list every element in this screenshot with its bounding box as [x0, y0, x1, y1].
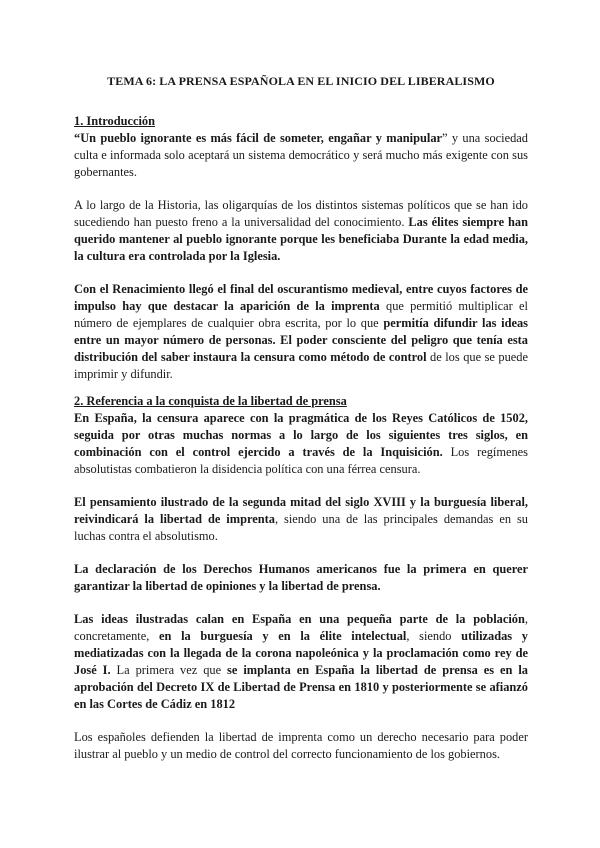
text-run: , concretamente, [74, 612, 528, 643]
paragraph [74, 729, 528, 763]
text-run: Las élites siempre han querido mantener al pueblo ignorante porque les beneficiaba Durante la edad media, la cultura era controlada por la Iglesia. [74, 215, 528, 263]
text-run: que permitió multiplicar el número de ejemplares de cualquier obra escrita, por lo que [74, 299, 528, 330]
paragraph [74, 197, 528, 265]
text-run: “Un pueblo ignorante es más fácil de someter, engañar y manipular [74, 131, 443, 145]
text-run: , siendo [406, 629, 462, 643]
paragraph [74, 281, 528, 383]
text-run: utilizadas y mediatizadas con la llegada de la corona napoleónica y la proclamación como rey de José I. [74, 629, 528, 677]
text-run: A lo largo de la Historia, las oligarquías de los distintos sistemas políticos que se han ido sucediendo han puesto freno a la universalidad del conocimiento. [74, 198, 528, 229]
text-run: Las ideas ilustradas calan en España en una pequeña parte de la población [74, 612, 525, 626]
page-title: TEMA 6: LA PRENSA ESPAÑOLA EN EL INICIO DEL LIBERALISMO [107, 74, 495, 88]
text-run: , siendo una de las principales demandas en su luchas contra el absolutismo. [74, 512, 528, 543]
text-run: ” y una sociedad culta e informada solo aceptará un sistema democrático y será mucho más exigente con sus gobernantes. [74, 131, 529, 179]
text-run: de los que se puede imprimir y difundir. [74, 350, 528, 381]
text-run: La primera vez que [110, 663, 228, 677]
paragraph [74, 611, 528, 713]
section-heading-introduccion: 1. Introducción [74, 114, 156, 128]
paragraph [74, 130, 528, 181]
text-run: En España, la censura aparece con la pragmática de los Reyes Católicos de 1502, seguida por otras muchas normas a lo largo de los siguientes tres siglos, en combinación con el control ejercido a través de la Inquisición. [74, 411, 528, 459]
paragraph [74, 561, 528, 595]
text-run: Los regímenes absolutistas combatieron la disidencia política con una férrea censura. [74, 445, 528, 476]
text-run: en la burguesía y en la élite intelectual [159, 629, 407, 643]
section-heading-libertad-prensa: 2. Referencia a la conquista de la libertad de prensa [74, 394, 347, 408]
text-run: La declaración de los Derechos Humanos americanos fue la primera en querer garantizar la libertad de opiniones y la libertad de prensa. [74, 562, 528, 593]
text-run: permitía difundir las ideas entre un mayor número de personas. El poder consciente del peligro que tenía esta distribución del saber instaura la censura como método de control [74, 316, 528, 364]
text-run: El pensamiento ilustrado de la segunda mitad del siglo XVIII y la burguesía liberal, reivindicará la libertad de imprenta [74, 495, 528, 526]
text-run: Con el Renacimiento llegó el final del oscurantismo medieval, entre cuyos factores de impulso hay que destacar la aparición de la imprenta [74, 282, 528, 313]
text-run: Los españoles defienden la libertad de imprenta como un derecho necesario para poder ilustrar al pueblo y un medio de control del correcto funcionamiento de los gobiernos. [74, 730, 528, 761]
paragraph [74, 410, 528, 478]
paragraph [74, 494, 528, 545]
text-run: se implanta en España la libertad de prensa es en la aprobación del Decreto IX de Libertad de Prensa en 1810 y posteriormente se afianzó en las Cortes de Cádiz en 1812 [74, 663, 528, 711]
